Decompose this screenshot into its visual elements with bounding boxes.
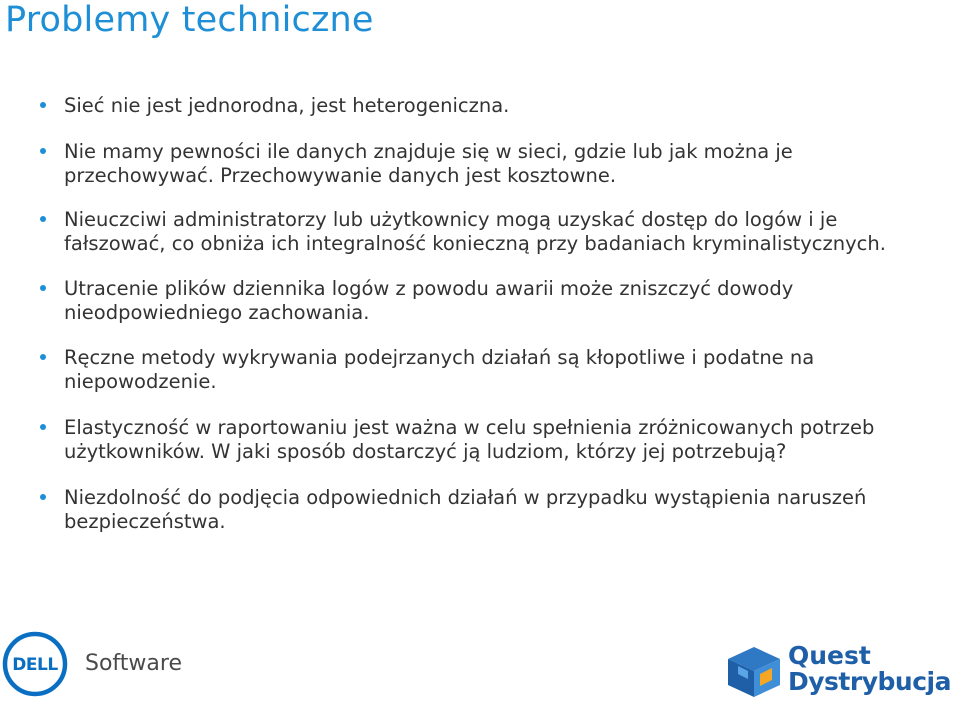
svg-text:DELL: DELL: [12, 655, 58, 675]
bullet-icon: [40, 102, 46, 108]
bullet-icon: [40, 216, 46, 222]
list-item-text: Nie mamy pewności ile danych znajduje się w sieci, gdzie lub jak można je przechowywać. Przechowywanie danych jest kosztowne.: [64, 140, 793, 187]
dell-software-label: Software: [85, 651, 182, 676]
quest-brand-subtitle: Dystrybucja: [788, 667, 951, 696]
list-item-text: Utracenie plików dziennika logów z powodu awarii może zniszczyć dowody nieodpowiedniego zachowania.: [64, 277, 794, 324]
bullet-icon: [40, 148, 46, 154]
list-item-text: Ręczne metody wykrywania podejrzanych działań są kłopotliwe i podatne na niepowodzenie.: [64, 346, 815, 393]
list-item: [40, 346, 940, 394]
list-item: [40, 94, 940, 118]
bullet-icon: [40, 285, 46, 291]
list-item: [40, 140, 940, 188]
quest-cube-icon: [724, 645, 784, 699]
list-item: [40, 416, 940, 464]
list-item-text: Elastyczność w raportowaniu jest ważna w celu spełnienia zróżnicowanych potrzeb użytkowników. W jaki sposób dostarczyć ją ludziom, którzy jej potrzebują?: [64, 416, 875, 463]
bullet-icon: [40, 424, 46, 430]
list-item-text: Niezdolność do podjęcia odpowiednich działań w przypadku wystąpienia naruszeń bezpieczeństwa.: [64, 486, 867, 533]
list-item: [40, 277, 940, 325]
list-item-text: Sieć nie jest jednorodna, jest heterogeniczna.: [64, 94, 510, 117]
bullet-list: [40, 94, 940, 556]
quest-brand-name: Quest: [788, 641, 871, 670]
list-item: [40, 208, 940, 256]
dell-logo-icon: [2, 631, 68, 697]
bullet-icon: [40, 354, 46, 360]
quest-wordmark: [788, 643, 951, 695]
bullet-icon: [40, 494, 46, 500]
list-item-text: Nieuczciwi administratorzy lub użytkownicy mogą uzyskać dostęp do logów i je fałszować, co obniża ich integralność konieczną przy badaniach kryminalistycznych.: [64, 208, 886, 255]
list-item: [40, 486, 940, 534]
page-title: Problemy techniczne: [5, 0, 374, 40]
